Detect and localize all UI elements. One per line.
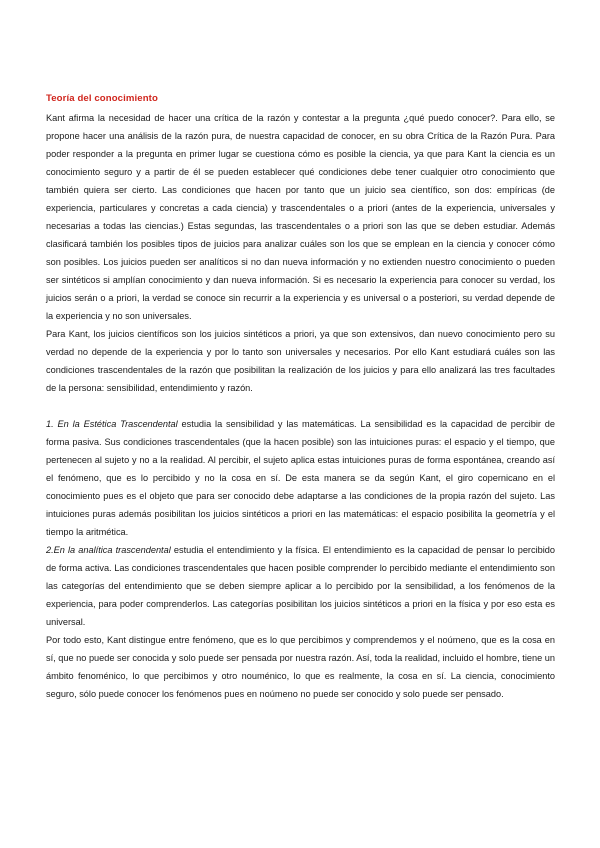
paragraph-analitica: [46, 541, 555, 631]
paragraph-kant-juicios: Para Kant, los juicios científicos son los juicios sintéticos a priori, ya que son extensivos, dan nuevo conocimiento pero su verdad no depende de la experiencia y por lo tanto son universales y necesarios. Por ello Kant estudiará cuáles son las condiciones trascendentales de la razón que posibilitan la realización de los juicios y para ello analizará las tres facultades de la persona: sensibilidad, entendimiento y razón.: [46, 329, 555, 393]
paragraph-estetica: [46, 415, 555, 541]
document-title: Teoría del conocimiento: [46, 93, 158, 104]
paragraph-spacer: [46, 397, 555, 415]
document-page: [46, 93, 555, 703]
analitica-heading: 2.En la analítica trascendental: [46, 545, 171, 555]
analitica-text: estudia el entendimiento y la física. El entendimiento es la capacidad de pensar lo percibido de forma activa. Las condiciones trascendentales que hacen posible comprender lo percibido mediante el entendimiento son las categorías del entendimiento que se deben siempre aplicar a lo percibido por la sensibilidad, a los fenómenos de la experiencia, para poder comprenderlos. Las categorías posibilitan los juicios sintéticos a priori en la física y por eso esta es universal.: [46, 545, 555, 627]
estetica-text: estudia la sensibilidad y las matemáticas. La sensibilidad es la capacidad de percibir de forma pasiva. Sus condiciones trascendentales (que la hacen posible) son las intuiciones puras: el espacio y el tiempo, que pertenecen al sujeto y no a la realidad. Al percibir, el sujeto aplica estas intuiciones puras de forma espontánea, creando así el fenómeno, que es lo percibido y no la cosa en sí. De esta manera se da según Kant, el giro copernicano en el conocimiento pues es el objeto que para ser conocido debe adaptarse a las condiciones de la propia razón del sujeto. Las intuiciones puras además posibilitan los juicios sintéticos a priori en las matemáticas: el espacio posibilita la geometría y el tiempo la aritmética.: [46, 419, 555, 537]
paragraph-conclusion: Por todo esto, Kant distingue entre fenómeno, que es lo que percibimos y comprendemos y el noúmeno, que es la cosa en sí, que no puede ser conocida y solo puede ser pensada por nuestra razón. Así, toda la realidad, incluido el hombre, tiene un ámbito fenoménico, lo que percibimos y otro nouménico, lo que es realmente, la cosa en sí. La ciencia, conocimiento seguro, sólo puede conocer los fenómenos pues en noúmeno no puede ser conocido y solo puede ser pensado.: [46, 635, 555, 699]
paragraph-intro: Kant afirma la necesidad de hacer una crítica de la razón y contestar a la pregunta ¿qué puedo conocer?. Para ello, se propone hacer una análisis de la razón pura, de nuestra capacidad de conocer, en su obra Crítica de la Razón Pura. Para poder responder a la pregunta en primer lugar se cuestiona cómo es posible la ciencia, ya que para Kant la ciencia es un conocimiento seguro y a partir de él se pueden establecer qué condiciones debe tener cualquier otro conocimiento que también quiera ser cierto. Las condiciones que hacen por tanto que un juicio sea científico, son dos: empíricas (de experiencia, particulares y concretas a cada ciencia) y trascendentales o a priori (antes de la experiencia, universales y necesarias a todas las ciencias.) Estas segundas, las trascendentales o a priori son las que se deben estudiar. Además clasificará también los posibles tipos de juicios para analizar cuáles son los que se emplean en la ciencia y conocer cómo son posibles. Los juicios pueden ser analíticos si no dan nueva información y no extienden nuestro conocimiento o pueden ser sintéticos si amplían conocimiento y dan nueva información. Si es necesario la experiencia para conocer su verdad, los juicios serán o a priori, la verdad se conoce sin recurrir a la experiencia y es universal o a posteriori, su verdad depende de la experiencia y no son universales.: [46, 113, 555, 321]
estetica-heading: 1. En la Estética Trascendental: [46, 419, 178, 429]
